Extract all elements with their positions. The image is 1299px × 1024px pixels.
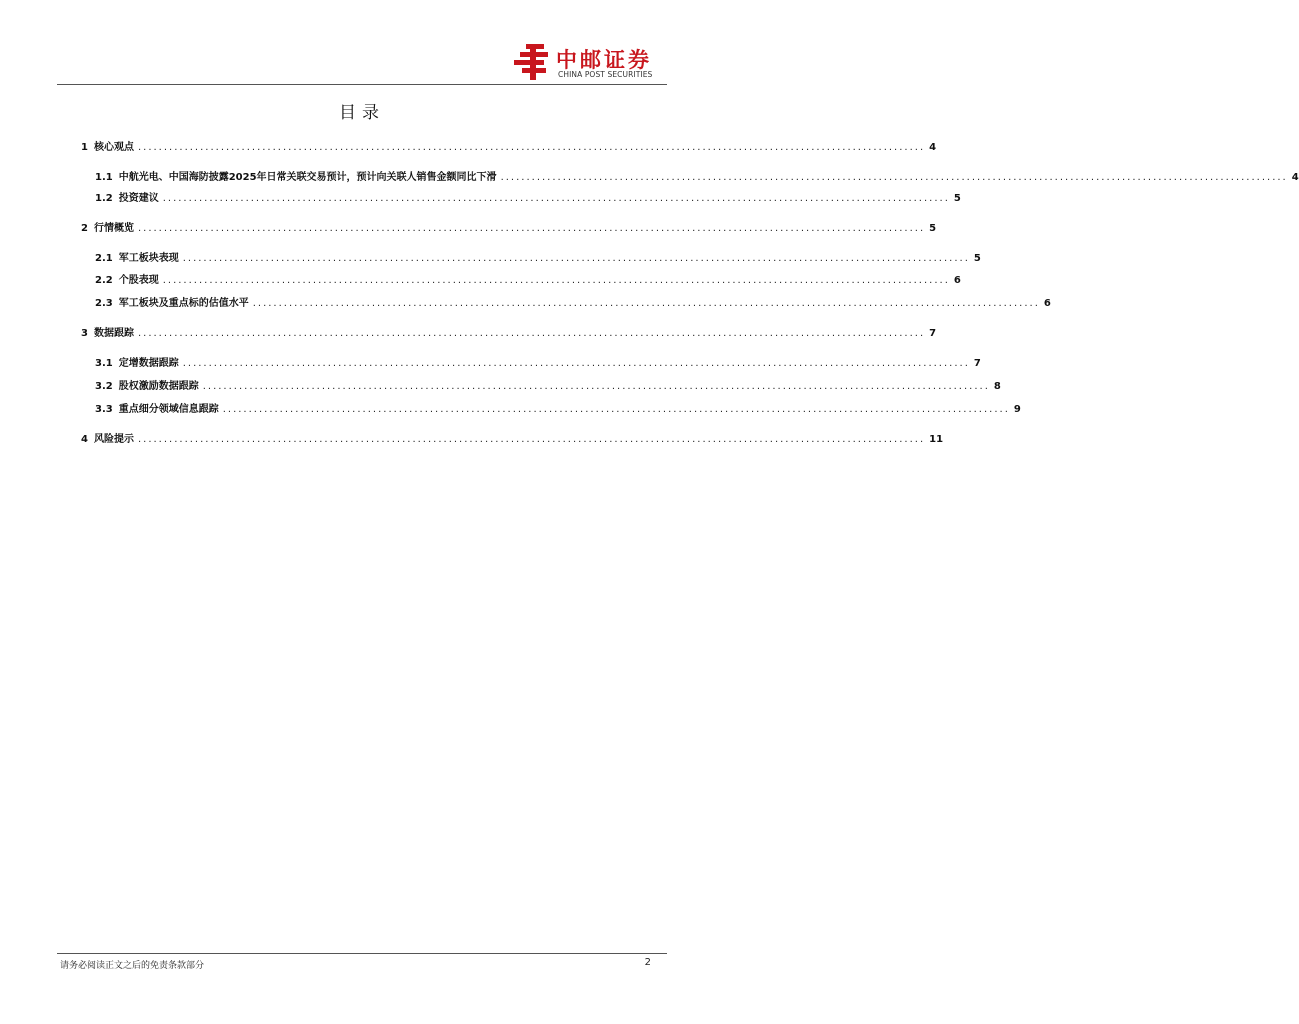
toc-entry[interactable]: [81, 140, 937, 156]
toc-entry-number: 3: [81, 328, 88, 339]
toc-entry-page: 5: [953, 193, 961, 204]
toc-entry-label: 个股表现: [118, 275, 159, 286]
footer-divider: [57, 953, 667, 954]
toc-entry-label: 投资建议: [118, 193, 159, 204]
toc-entry[interactable]: [95, 191, 961, 207]
toc-entry-number: 2: [81, 223, 88, 234]
toc-entry[interactable]: [81, 326, 937, 342]
toc-leader-dots: ........................................................................................................................................................: [500, 172, 1288, 183]
toc-entry[interactable]: [95, 402, 1021, 418]
toc-leader-dots: ........................................................................................................................................................: [162, 193, 950, 204]
toc-entry[interactable]: [95, 170, 1299, 186]
toc-entry-label: 定增数据跟踪: [118, 358, 179, 369]
toc-entry-page: 11: [929, 434, 944, 445]
toc-entry-label: 股权激励数据跟踪: [118, 381, 199, 392]
toc-entry-number: 2.3: [95, 298, 113, 309]
china-post-emblem-icon: [512, 42, 552, 82]
toc-entry-label: 军工板块及重点标的估值水平: [118, 298, 249, 309]
toc-leader-dots: ........................................................................................................................................................: [182, 358, 970, 369]
logo-chinese-text: 中邮证券: [556, 48, 652, 72]
toc-entry-page: 6: [953, 275, 961, 286]
toc-entry[interactable]: [95, 379, 1001, 395]
toc-leader-dots: ........................................................................................................................................................: [137, 142, 926, 153]
toc-entry-page: 5: [973, 253, 981, 264]
toc-entry[interactable]: [95, 356, 981, 372]
page-header: [0, 0, 724, 86]
toc-entry-number: 1.2: [95, 193, 113, 204]
toc-entry-number: 1.1: [95, 172, 113, 183]
toc-entry-number: 3.3: [95, 404, 113, 415]
toc-entry-page: 7: [973, 358, 981, 369]
logo-english-text: CHINA POST SECURITIES: [558, 70, 653, 79]
toc-entry[interactable]: [95, 273, 961, 289]
toc-entry-page: 9: [1013, 404, 1021, 415]
toc-leader-dots: ........................................................................................................................................................: [222, 404, 1010, 415]
toc-entry-page: 7: [929, 328, 937, 339]
toc-leader-dots: ........................................................................................................................................................: [252, 298, 1040, 309]
toc-entry-page: 4: [1291, 172, 1299, 183]
toc-entry[interactable]: [81, 432, 944, 448]
toc-entry-label: 军工板块表现: [118, 253, 179, 264]
toc-entry[interactable]: [95, 251, 981, 267]
toc-leader-dots: ........................................................................................................................................................: [182, 253, 970, 264]
toc-entry-label: 中航光电、中国海防披露2025年日常关联交易预计，预计向关联人销售金额同比下滑: [118, 172, 497, 183]
header-divider: [57, 84, 667, 85]
toc-entry-number: 4: [81, 434, 88, 445]
toc-leader-dots: ........................................................................................................................................................: [162, 275, 950, 286]
footer-disclaimer: 请务必阅读正文之后的免责条款部分: [60, 961, 205, 971]
toc-entry-page: 6: [1043, 298, 1051, 309]
toc-entry-number: 2.2: [95, 275, 113, 286]
page-title: 目录: [339, 103, 385, 123]
toc-entry-page: 4: [929, 142, 937, 153]
company-logo: [512, 42, 672, 82]
footer-page-number: 2: [644, 957, 651, 968]
toc-entry-page: 8: [993, 381, 1001, 392]
toc-leader-dots: ........................................................................................................................................................: [137, 328, 926, 339]
toc-leader-dots: ........................................................................................................................................................: [137, 223, 926, 234]
toc-leader-dots: ........................................................................................................................................................: [137, 434, 926, 445]
toc-entry-label: 数据跟踪: [93, 328, 134, 339]
toc-entry[interactable]: [95, 296, 1051, 312]
toc-entry-number: 1: [81, 142, 88, 153]
toc-entry-label: 重点细分领域信息跟踪: [118, 404, 219, 415]
toc-entry-number: 3.1: [95, 358, 113, 369]
toc-entry-page: 5: [929, 223, 937, 234]
toc-entry-number: 2.1: [95, 253, 113, 264]
toc-leader-dots: ........................................................................................................................................................: [202, 381, 990, 392]
toc-entry-number: 3.2: [95, 381, 113, 392]
toc-entry-label: 核心观点: [93, 142, 134, 153]
toc-entry-label: 风险提示: [93, 434, 134, 445]
toc-entry-label: 行情概览: [93, 223, 134, 234]
toc-entry[interactable]: [81, 221, 937, 237]
